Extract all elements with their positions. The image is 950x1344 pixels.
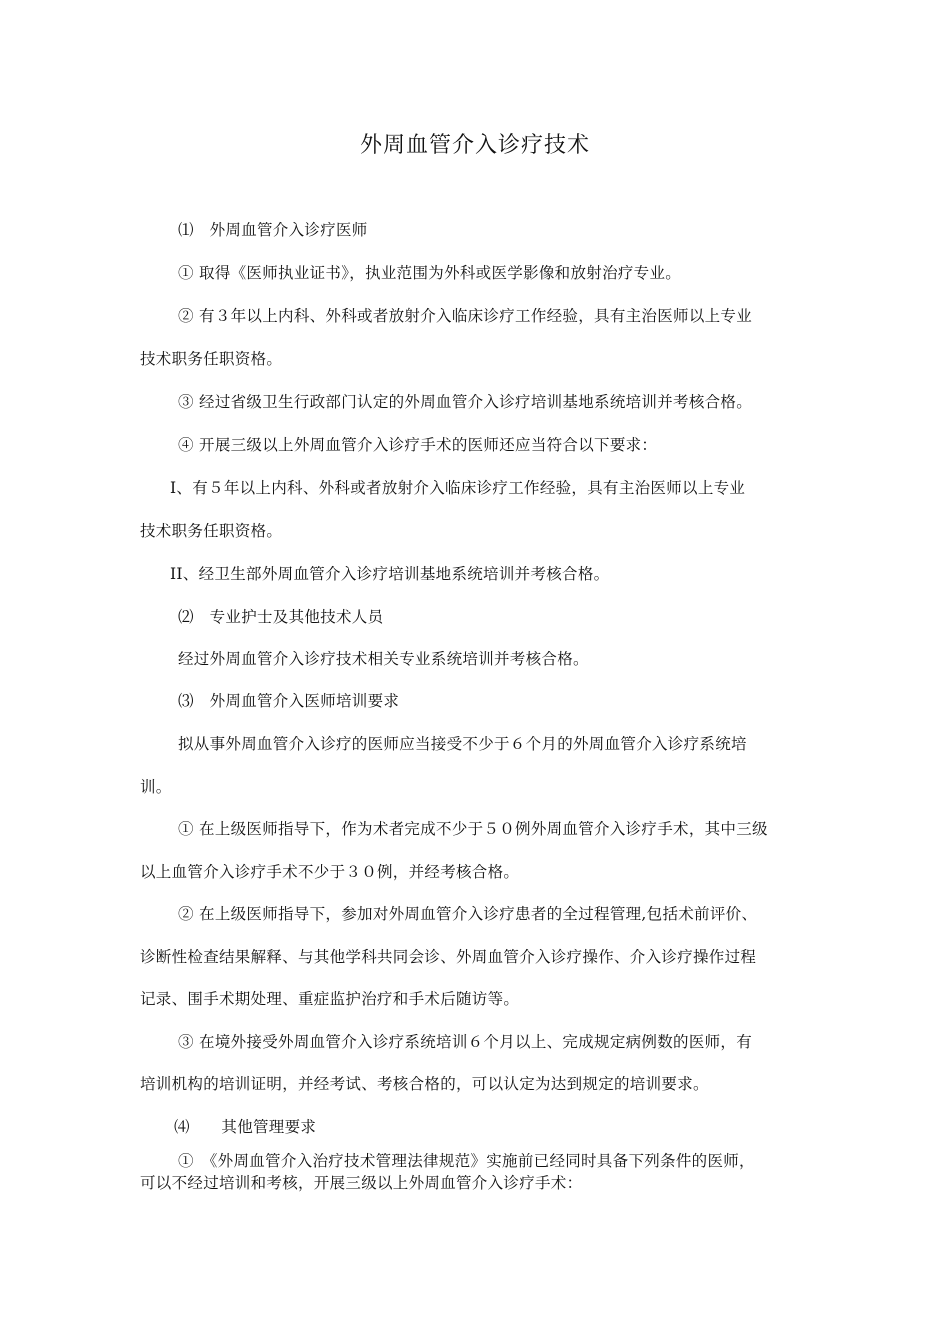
paragraph-line: ① 在上级医师指导下，作为术者完成不少于５０例外周血管介入诊疗手术，其中三级 (178, 820, 768, 838)
paragraph-line: ③ 在境外接受外周血管介入诊疗系统培训６个月以上、完成规定病例数的医师，有 (178, 1033, 753, 1051)
paragraph-line: 拟从事外周血管介入诊疗的医师应当接受不少于６个月的外周血管介入诊疗系统培 (178, 735, 747, 753)
section-heading-3: ⑶ 外周血管介入医师培训要求 (178, 692, 400, 710)
paragraph-line: ② 有３年以上内科、外科或者放射介入临床诊疗工作经验，具有主治医师以上专业 (178, 307, 753, 325)
paragraph-line: 诊断性检查结果解释、与其他学科共同会诊、外周血管介入诊疗操作、介入诊疗操作过程 (140, 948, 757, 966)
paragraph-line: ① 《外周血管介入治疗技术管理法律规范》实施前已经同时具备下列条件的医师， (178, 1152, 755, 1170)
paragraph-line: 训。 (140, 778, 172, 796)
paragraph-line: 经过外周血管介入诊疗技术相关专业系统培训并考核合格。 (178, 650, 589, 668)
paragraph-line: II、经卫生部外周血管介入诊疗培训基地系统培训并考核合格。 (170, 565, 610, 583)
paragraph-line: ③ 经过省级卫生行政部门认定的外周血管介入诊疗培训基地系统培训并考核合格。 (178, 393, 753, 411)
paragraph-line: ① 取得《医师执业证书》，执业范围为外科或医学影像和放射治疗专业。 (178, 264, 682, 282)
page-title: 外周血管介入诊疗技术 (359, 133, 590, 158)
paragraph-line: I、有５年以上内科、外科或者放射介入临床诊疗工作经验，具有主治医师以上专业 (170, 479, 746, 497)
paragraph-line: 可以不经过培训和考核，开展三级以上外周血管介入诊疗手术： (140, 1174, 583, 1192)
section-heading-2: ⑵ 专业护士及其他技术人员 (178, 608, 384, 626)
paragraph-line: 记录、围手术期处理、重症监护治疗和手术后随访等。 (140, 990, 520, 1008)
paragraph-line: 以上血管介入诊疗手术不少于３０例，并经考核合格。 (140, 863, 520, 881)
paragraph-line: 技术职务任职资格。 (140, 522, 283, 540)
section-heading-1: ⑴ 外周血管介入诊疗医师 (178, 221, 368, 239)
paragraph-line: ④ 开展三级以上外周血管介入诊疗手术的医师还应当符合以下要求： (178, 436, 658, 454)
section-heading-4: ⑷ 其他管理要求 (174, 1118, 317, 1136)
paragraph-line: 培训机构的培训证明，并经考试、考核合格的，可以认定为达到规定的培训要求。 (140, 1075, 709, 1093)
paragraph-line: ② 在上级医师指导下，参加对外周血管介入诊疗患者的全过程管理,包括术前评价、 (178, 905, 758, 923)
paragraph-line: 技术职务任职资格。 (140, 350, 283, 368)
